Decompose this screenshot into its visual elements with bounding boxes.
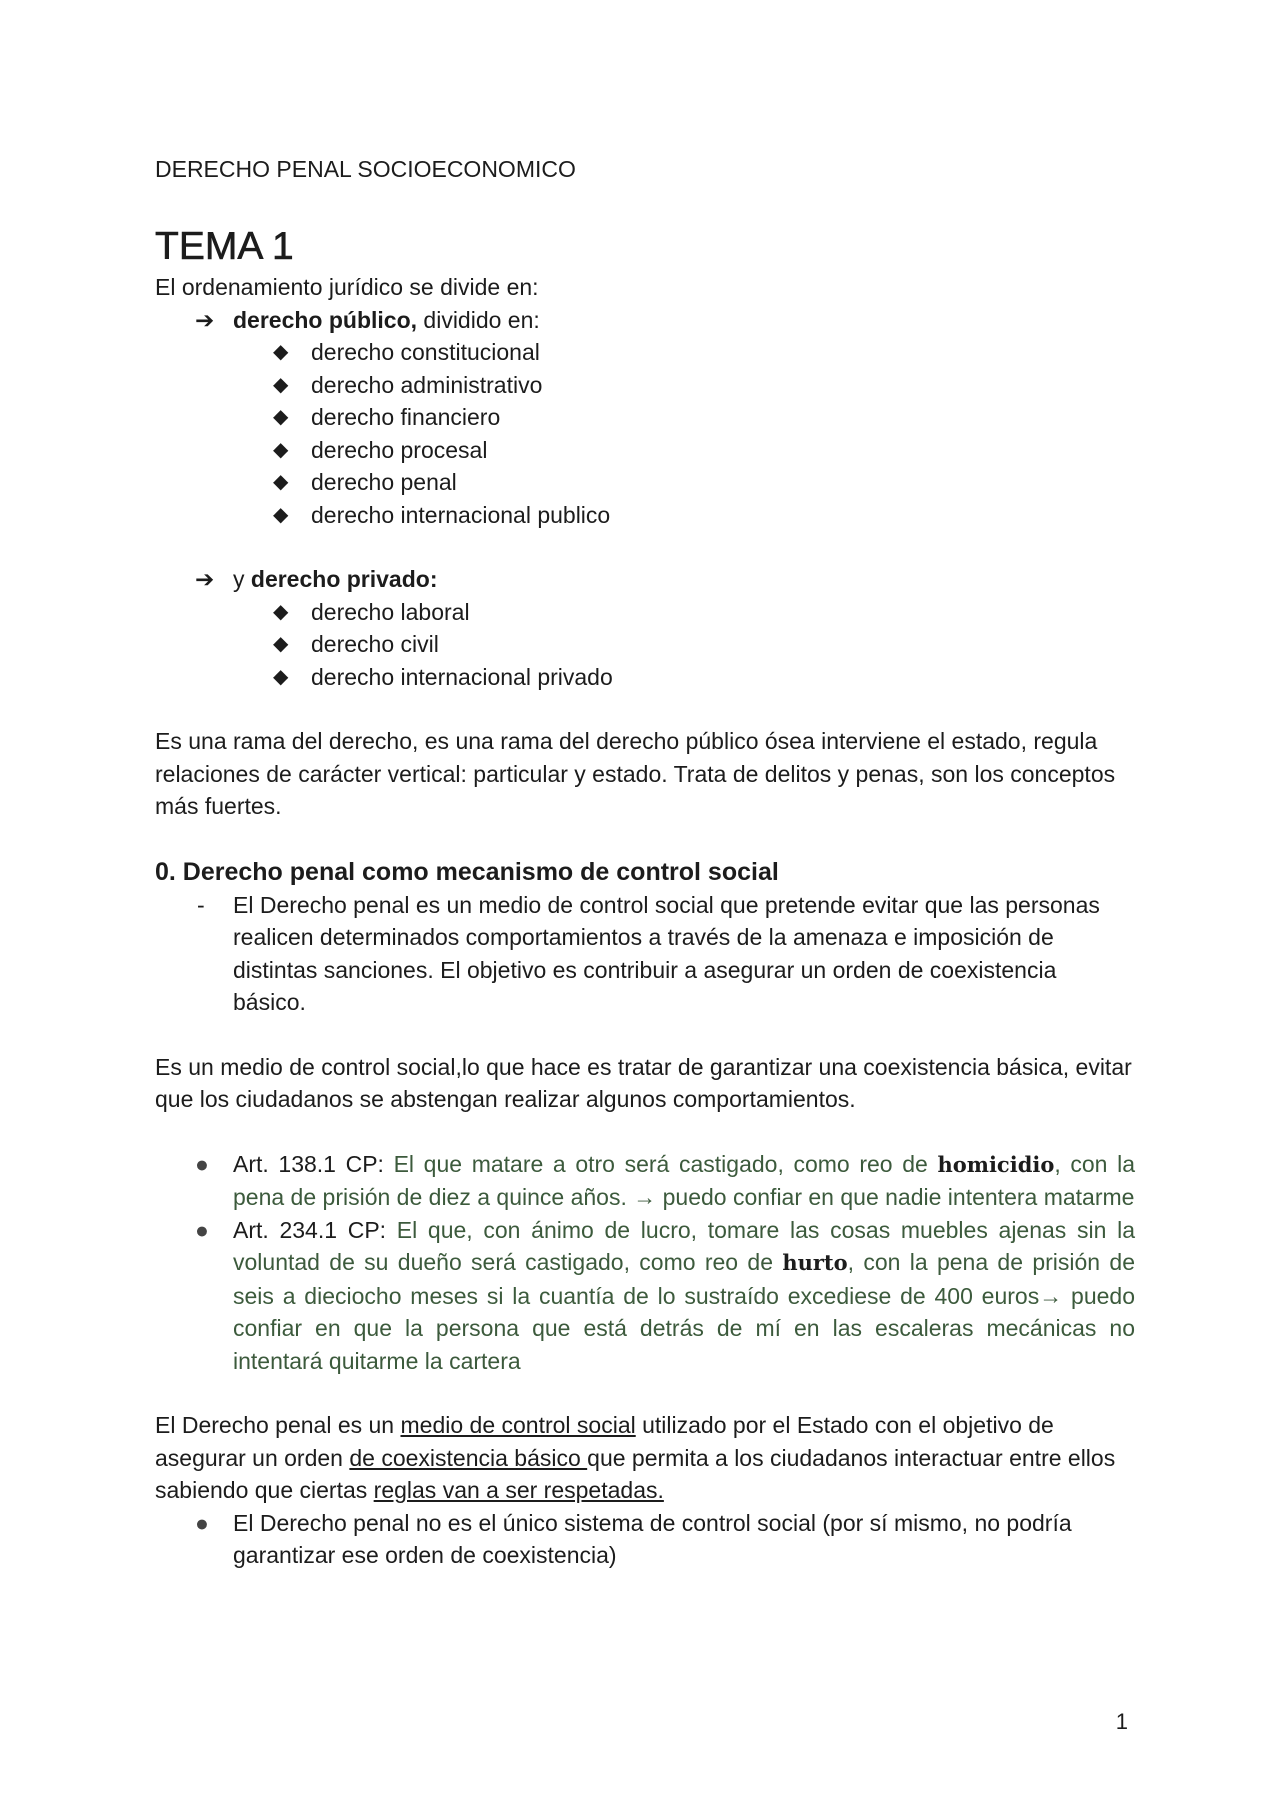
article-text: El que matare a otro será castigado, como reo de xyxy=(393,1150,938,1177)
article-ref: Art. 138.1 CP: xyxy=(233,1150,394,1177)
privado-label-bold: derecho privado: xyxy=(250,566,438,592)
page-number: 1 xyxy=(1115,1709,1128,1734)
article-item xyxy=(155,1148,1135,1214)
document-title: DERECHO PENAL SOCIOECONOMICO xyxy=(155,156,576,182)
list-item-text: derecho internacional publico xyxy=(311,501,611,528)
list-item-publico xyxy=(155,304,1135,337)
dash-icon: - xyxy=(197,891,205,918)
diamond-icon: ◆ xyxy=(273,503,289,526)
text-run: que permita a los ciudadanos interactuar entre ellos sabiendo que ciertas xyxy=(155,1444,1116,1503)
privado-label-pre: y xyxy=(233,566,251,592)
text-run: El Derecho penal es un xyxy=(155,1412,401,1438)
article-text: El que, con ánimo de lucro, tomare las cosas muebles ajenas sin la voluntad de su dueño será castigado, como reo de xyxy=(233,1216,1135,1275)
list-item xyxy=(155,661,1135,694)
bullet-icon: ● xyxy=(195,1216,209,1243)
diamond-icon: ◆ xyxy=(273,341,289,363)
article-note: → puedo confiar en que la persona que está detrás de mí en las escaleras mecánicas no intentará quitarme la cartera xyxy=(233,1282,1135,1374)
underlined-text: de coexistencia básico xyxy=(349,1444,588,1471)
list-item xyxy=(155,336,1135,369)
diamond-icon: ◆ xyxy=(273,406,289,428)
text-run: utilizado por el Estado con el objetivo de asegurar un orden xyxy=(155,1412,1054,1471)
article-bold: hurto xyxy=(782,1250,848,1275)
article-item xyxy=(155,1214,1135,1378)
list-item xyxy=(155,466,1135,499)
underlined-text: reglas van a ser respetadas. xyxy=(373,1477,664,1503)
paragraph-control-social: Es un medio de control social,lo que hace es tratar de garantizar una coexistencia básica, evitar que los ciudadanos se abstengan realizar algunos comportamientos. xyxy=(155,1053,1132,1112)
list-item-text: derecho penal xyxy=(311,469,457,495)
list-item-text: derecho financiero xyxy=(311,404,501,430)
publico-label-rest: dividido en: xyxy=(417,306,540,333)
dash-item-text: El Derecho penal es un medio de control social que pretende evitar que las personas realicen determinados comportamientos a través de la amenaza e imposición de distintas sanciones. El objetivo es contribuir a asegurar un orden de coexistencia básico. xyxy=(233,891,1100,1015)
list-item xyxy=(155,401,1135,434)
page-content xyxy=(155,152,1135,1572)
article-text: , con la pena de prisión de seis a dieciocho meses si la cuantía de lo sustraído excediese de 400 euros xyxy=(233,1249,1135,1309)
bullet-icon: ● xyxy=(195,1509,209,1536)
arrow-icon: ➔ xyxy=(195,566,215,592)
intro-text: El ordenamiento jurídico se divide en: xyxy=(155,274,539,300)
list-item xyxy=(155,369,1135,402)
final-bullet-item xyxy=(155,1507,1135,1572)
diamond-icon: ◆ xyxy=(273,471,289,493)
diamond-icon: ◆ xyxy=(273,600,289,623)
list-item-text: derecho internacional privado xyxy=(311,663,613,690)
list-item-text: derecho procesal xyxy=(311,436,488,463)
paragraph-rama: Es una rama del derecho, es una rama del derecho público ósea interviene el estado, regula relaciones de carácter vertical: particular y estado. Trata de delitos y penas, son los conceptos más fuertes. xyxy=(155,728,1116,819)
spacer xyxy=(155,531,1135,563)
dash-list-item xyxy=(155,889,1135,1019)
final-bullet-text: El Derecho penal no es el único sistema de control social (por sí mismo, no podría garantizar ese orden de coexistencia) xyxy=(233,1509,1072,1568)
section-heading: 0. Derecho penal como mecanismo de control social xyxy=(155,857,779,886)
tema-heading: TEMA 1 xyxy=(155,225,294,268)
bullet-icon: ● xyxy=(195,1150,209,1177)
list-item-text: derecho constitucional xyxy=(311,339,540,365)
underlined-text: medio de control social xyxy=(400,1412,636,1438)
diamond-icon: ◆ xyxy=(273,665,289,688)
diamond-icon: ◆ xyxy=(273,438,289,461)
article-note: → puedo confiar en que nadie intentera matarme xyxy=(626,1184,1135,1210)
paragraph-medio-control xyxy=(155,1409,1135,1507)
arrow-icon: ➔ xyxy=(195,306,215,333)
publico-label-bold: derecho público, xyxy=(233,306,418,333)
list-item-text: derecho laboral xyxy=(311,598,470,625)
spacer xyxy=(155,1116,1135,1148)
list-item-text: derecho civil xyxy=(311,631,439,657)
list-item-text: derecho administrativo xyxy=(311,371,543,398)
list-item xyxy=(155,434,1135,467)
diamond-icon: ◆ xyxy=(273,373,289,396)
list-item xyxy=(155,628,1135,661)
list-item-privado xyxy=(155,563,1135,596)
article-text: , con la pena de prisión de diez a quince años. xyxy=(233,1150,1136,1210)
list-item xyxy=(155,596,1135,629)
article-bold: homicidio xyxy=(937,1151,1055,1177)
list-item xyxy=(155,499,1135,532)
diamond-icon: ◆ xyxy=(273,633,289,655)
article-ref: Art. 234.1 CP: xyxy=(233,1216,397,1243)
